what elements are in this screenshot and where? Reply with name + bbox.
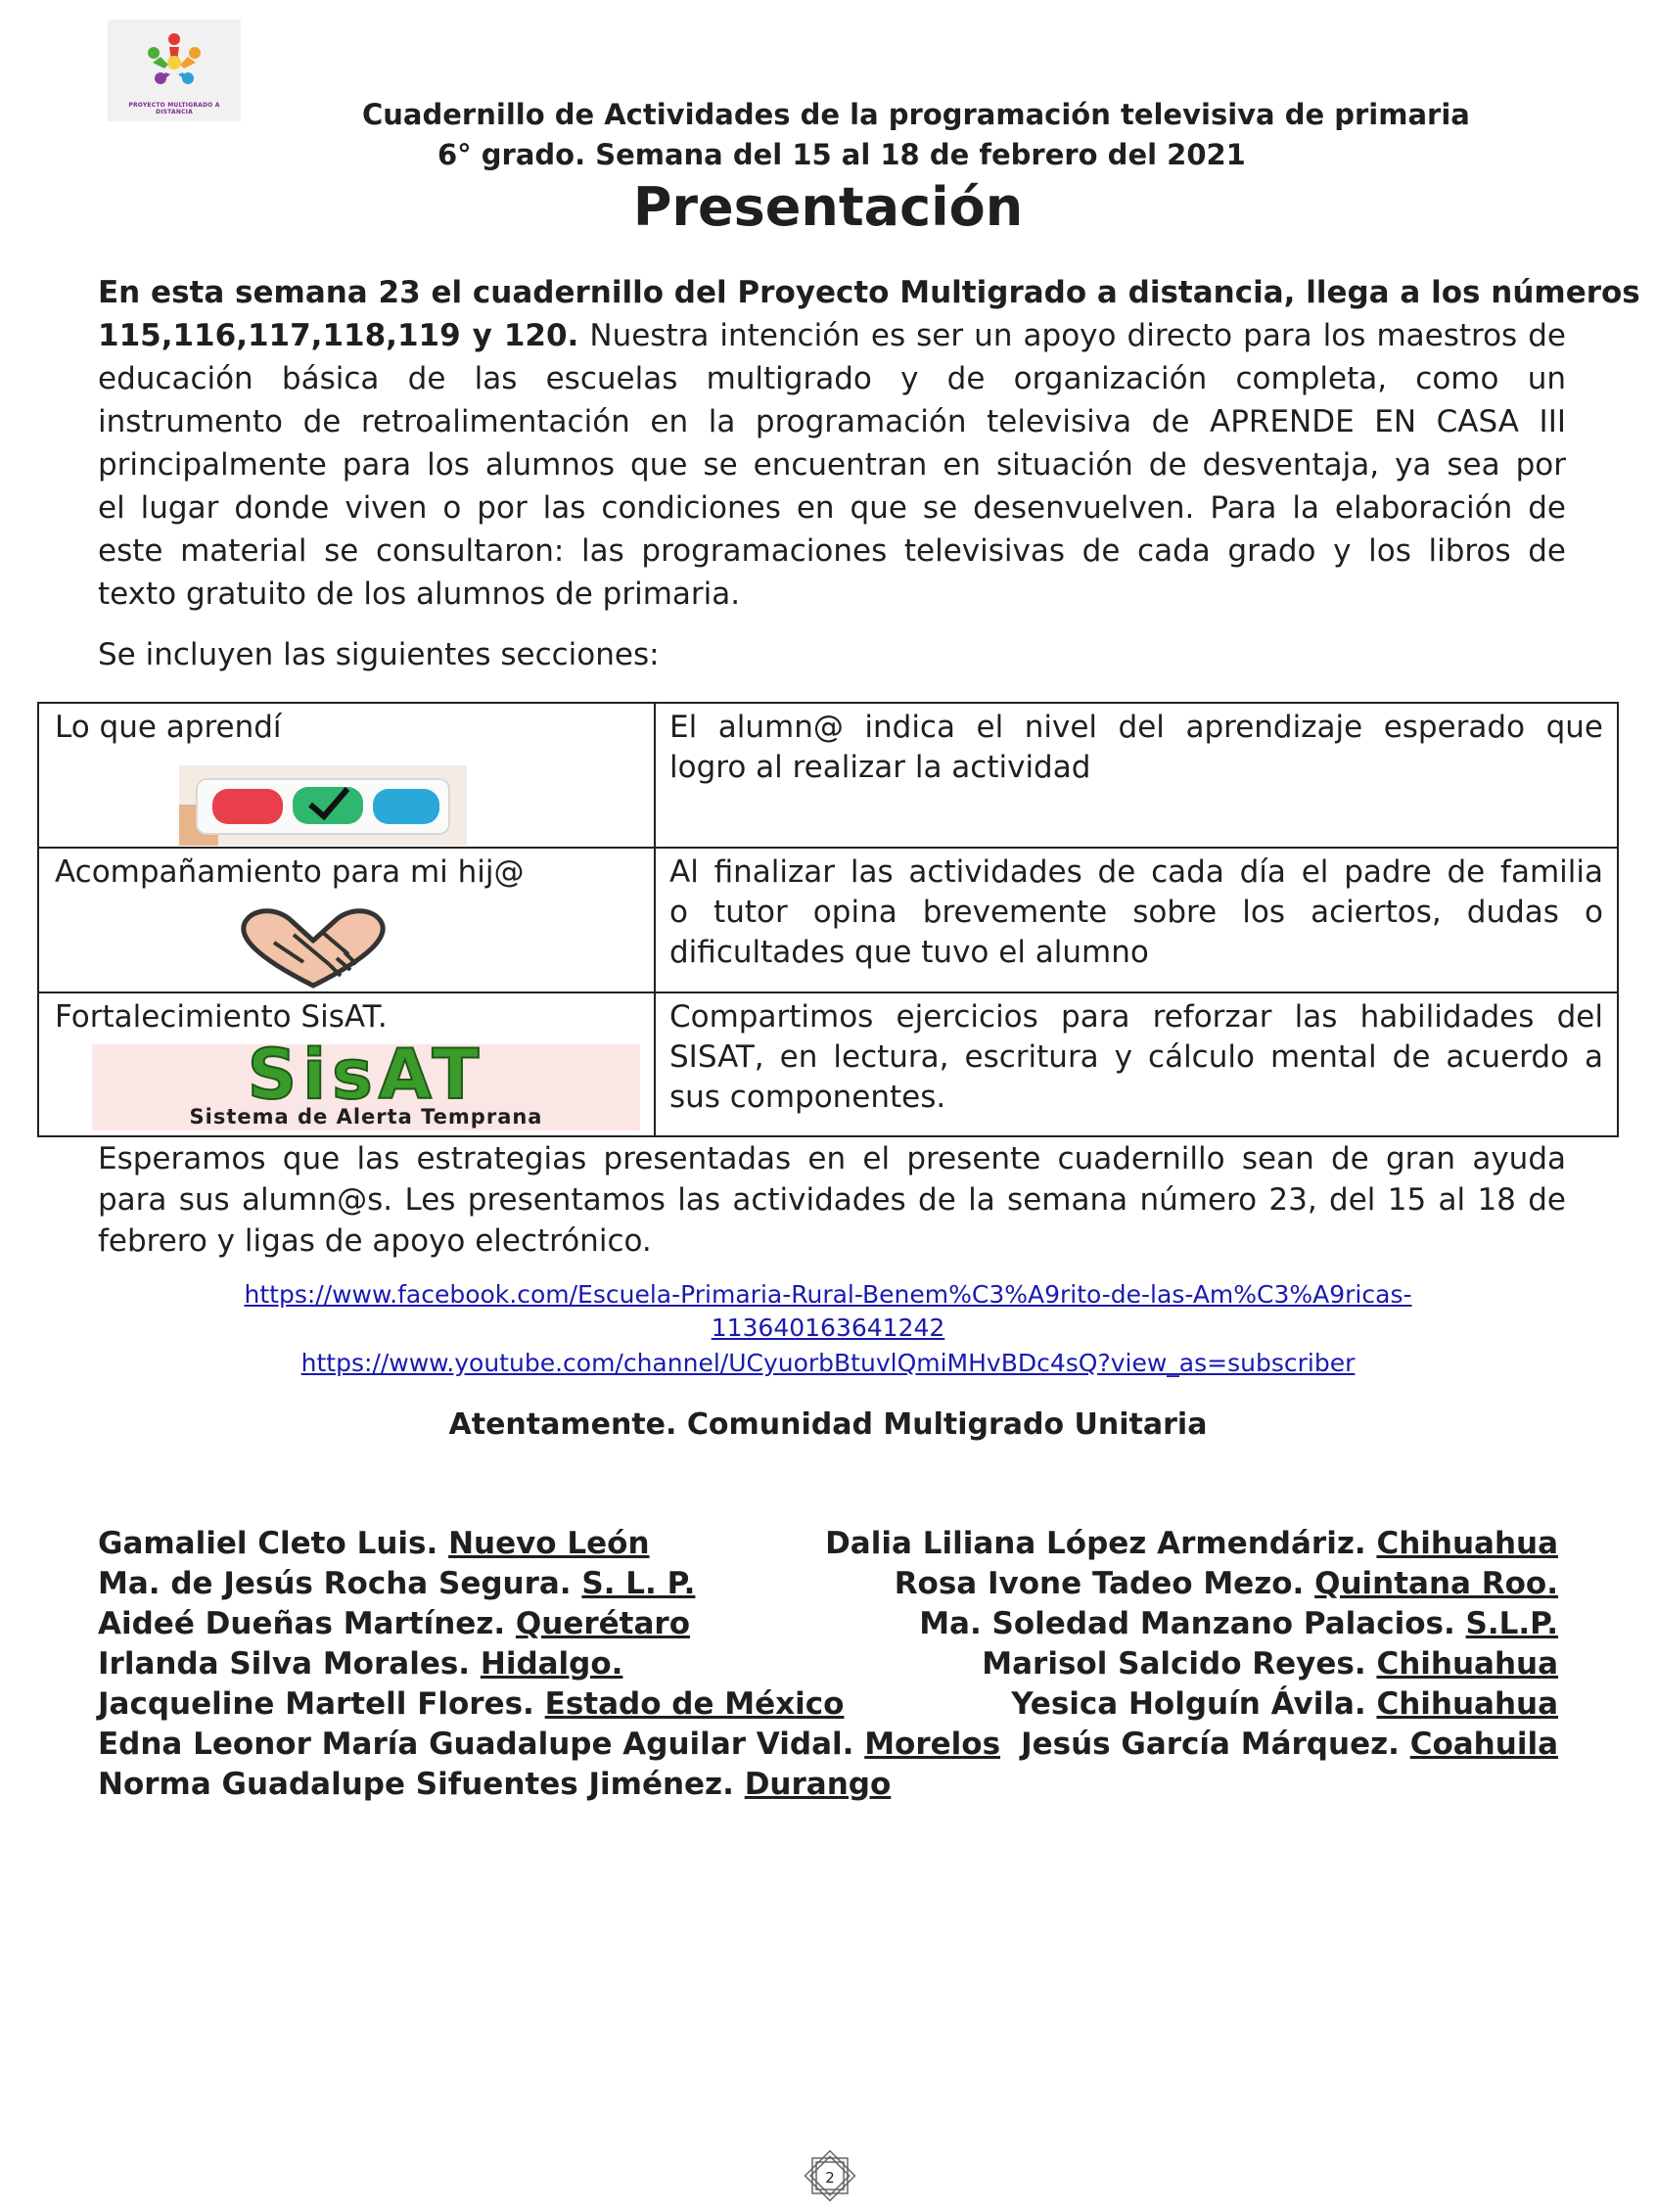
youtube-link[interactable]: https://www.youtube.com/channel/UCyuorbBtuvlQmiMHvBDc4sQ?view_as=subscriber (300, 1349, 1356, 1377)
closing-line: para sus alumn@s. Les presentamos las actividades de la semana número 23, del 15 al 18 de (98, 1182, 1566, 1218)
signature-name: Ma. Soledad Manzano Palacios. (919, 1606, 1466, 1641)
intro-line-rest: Nuestra intención es ser un apoyo directo para los maestros de (578, 318, 1567, 353)
page-title: Presentación (632, 176, 1024, 238)
people-star-icon (108, 20, 241, 108)
section-desc (669, 704, 1603, 788)
section-desc-line: El alumn@ indica el nivel del aprendizaje esperado que (669, 710, 1603, 745)
section-label: Lo que aprendí (55, 710, 282, 745)
signature (825, 1524, 1558, 1564)
facebook-link-continued[interactable]: 113640163641242 (711, 1313, 945, 1342)
handshake-heart-icon (235, 907, 391, 990)
intro-line: este material se consultaron: las programaciones televisivas de cada grado y los libros de (98, 533, 1566, 569)
section-desc-line: Al finalizar las actividades de cada día el padre de familia (669, 854, 1603, 890)
section-label: Fortalecimiento SisAT. (55, 999, 388, 1035)
project-logo (108, 20, 241, 121)
section-label: Acompañamiento para mi hij@ (55, 854, 525, 890)
signature (98, 1765, 1000, 1805)
intro-line (98, 314, 1566, 357)
signature-name: Rosa Ivone Tadeo Mezo. (894, 1566, 1315, 1601)
section-desc-line: sus componentes. (669, 1080, 946, 1115)
section-desc-cell (656, 849, 1617, 991)
logo-caption: PROYECTO MULTIGRADO A DISTANCIA (128, 102, 220, 115)
section-desc (669, 993, 1603, 1118)
section-desc-line: Compartimos ejercicios para reforzar las habilidades del (669, 999, 1603, 1035)
section-label-cell (39, 849, 656, 991)
section-desc-line: logro al realizar la actividad (669, 750, 1091, 785)
signature-state: Coahuila (1409, 1727, 1558, 1762)
closing-line: Esperamos que las estrategias presentadas en el presente cuadernillo sean de gran ayuda (98, 1141, 1566, 1176)
header-line-1: Cuadernillo de Actividades de la programación televisiva de primaria (362, 98, 1470, 131)
section-label-cell (39, 704, 656, 847)
table-row (39, 849, 1617, 993)
signature-name: Jacqueline Martell Flores. (98, 1686, 545, 1722)
page-number-badge (791, 2143, 869, 2208)
signature-name: Ma. de Jesús Rocha Segura. (98, 1566, 582, 1601)
intro-line-bold: En esta semana 23 el cuadernillo del Proyecto Multigrado a distancia, llega a los números (98, 275, 1640, 310)
intro-line: principalmente para los alumnos que se encuentran en situación de desventaja, ya sea por (98, 447, 1566, 483)
page-number: 2 (825, 2169, 835, 2187)
signature-state: Chihuahua (1376, 1646, 1558, 1682)
signature-state: S.L.P. (1465, 1606, 1558, 1641)
signature (825, 1725, 1558, 1765)
sisat-logo (92, 1035, 640, 1130)
table-row (39, 993, 1617, 1135)
section-desc-cell (656, 704, 1617, 847)
signature-name: Edna Leonor María Guadalupe Aguilar Vidal. (98, 1727, 865, 1762)
closing-line: febrero y ligas de apoyo electrónico. (98, 1223, 652, 1259)
intro-line (98, 271, 1640, 314)
signature (825, 1644, 1558, 1684)
glasses-check-icon (179, 765, 467, 846)
intro-line: instrumento de retroalimentación en la programación televisiva de APRENDE EN CASA III (98, 404, 1566, 439)
signature-state: Chihuahua (1376, 1686, 1558, 1722)
signature-name: Irlanda Silva Morales. (98, 1646, 481, 1682)
signature-state: Hidalgo. (480, 1646, 623, 1682)
section-desc-line: SISAT, en lectura, escritura y cálculo mental de acuerdo a (669, 1039, 1603, 1075)
signature-state: Durango (744, 1767, 892, 1802)
intro-line: texto gratuito de los alumnos de primaria. (98, 576, 741, 612)
signatures-right (825, 1524, 1558, 1765)
signature-name: Jesús García Márquez. (1021, 1727, 1410, 1762)
signature-name: Marisol Salcido Reyes. (982, 1646, 1377, 1682)
sections-table (37, 702, 1619, 1137)
section-label-cell (39, 993, 656, 1135)
signature-state: Morelos (864, 1727, 1001, 1762)
signature-state: Quintana Roo. (1314, 1566, 1558, 1601)
signature-state: S. L. P. (581, 1566, 696, 1601)
section-desc-cell (656, 993, 1617, 1135)
intro-numbers: 115,116,117,118,119 y 120. (98, 318, 579, 353)
signature (825, 1684, 1558, 1725)
intro-line: educación básica de las escuelas multigrado y de organización completa, como un (98, 361, 1566, 396)
signature-name: Aideé Dueñas Martínez. (98, 1606, 516, 1641)
facebook-link[interactable]: https://www.facebook.com/Escuela-Primaria-Rural-Benem%C3%A9rito-de-las-Am%C3%A9ricas- (244, 1280, 1412, 1309)
intro-line: el lugar donde viven o por las condiciones en que se desenvuelven. Para la elaboración de (98, 490, 1566, 526)
section-desc (669, 849, 1603, 973)
signature-state: Estado de México (544, 1686, 845, 1722)
signature-state: Chihuahua (1376, 1526, 1558, 1561)
signature-name: Norma Guadalupe Sifuentes Jiménez. (98, 1767, 745, 1802)
signature-state: Querétaro (515, 1606, 691, 1641)
signature (825, 1564, 1558, 1604)
sisat-logo-text: SisAT (247, 1035, 485, 1115)
signature-name: Gamaliel Cleto Luis. (98, 1526, 449, 1561)
signature-name: Yesica Holguín Ávila. (1011, 1686, 1377, 1722)
closing-paragraph (98, 1138, 1566, 1262)
signoff: Atentamente. Comunidad Multigrado Unitaria (448, 1407, 1208, 1442)
section-desc-line: o tutor opina brevemente sobre los aciertos, dudas o (669, 895, 1603, 930)
sections-intro: Se incluyen las siguientes secciones: (98, 637, 660, 672)
header-line-2: 6° grado. Semana del 15 al 18 de febrero del 2021 (437, 138, 1246, 171)
signature-name: Dalia Liliana López Armendáriz. (825, 1526, 1377, 1561)
table-row (39, 704, 1617, 849)
intro-paragraph (98, 271, 1640, 616)
sisat-logo-subtitle: Sistema de Alerta Temprana (189, 1105, 543, 1129)
section-desc-line: dificultades que tuvo el alumno (669, 935, 1149, 970)
signature-state: Nuevo León (448, 1526, 650, 1561)
signature (825, 1604, 1558, 1644)
